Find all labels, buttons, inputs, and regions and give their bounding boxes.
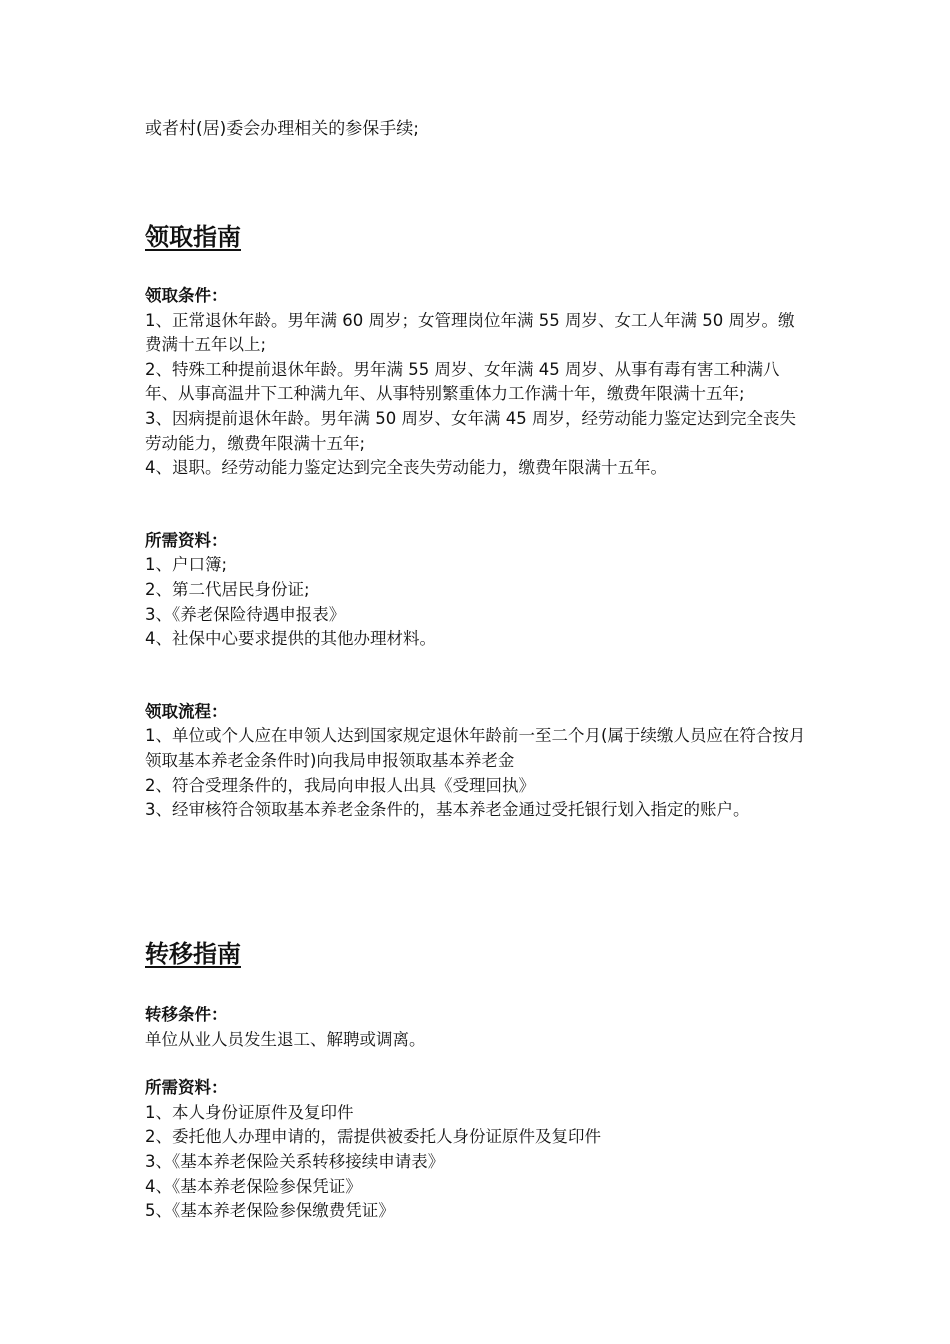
list-item: 5、《基本养老保险参保缴费凭证》 — [145, 1201, 395, 1221]
list-item: 3、经审核符合领取基本养老金条件的，基本养老金通过受托银行划入指定的账户。 — [145, 800, 750, 820]
list-item: 4、退职。经劳动能力鉴定达到完全丧失劳动能力，缴费年限满十五年。 — [145, 458, 667, 478]
section-transfer-guide — [145, 937, 810, 1224]
group-label: 领取流程： — [145, 701, 228, 721]
group-label: 所需资料： — [145, 530, 228, 550]
group-claim-conditions — [145, 284, 810, 481]
section-title: 领取指南 — [145, 223, 241, 251]
list-item: 1、正常退休年龄。男年满 60 周岁；女管理岗位年满 55 周岁、女工人年满 50 周岁。缴费满十五年以上; — [145, 310, 795, 355]
lead-text: 或者村(居)委会办理相关的参保手续; — [145, 119, 419, 139]
list-item: 4、《基本养老保险参保凭证》 — [145, 1176, 362, 1196]
list-item: 2、第二代居民身份证; — [145, 579, 310, 599]
group-required-documents — [145, 529, 810, 652]
list-item: 1、本人身份证原件及复印件 — [145, 1102, 354, 1122]
section-title: 转移指南 — [145, 940, 241, 968]
list-item: 单位从业人员发生退工、解聘或调离。 — [145, 1029, 426, 1049]
list-item: 2、符合受理条件的，我局向申报人出具《受理回执》 — [145, 775, 535, 795]
list-item: 3、《养老保险待遇申报表》 — [145, 604, 346, 624]
list-item: 1、户口簿; — [145, 555, 228, 575]
list-item: 2、委托他人办理申请的，需提供被委托人身份证原件及复印件 — [145, 1127, 601, 1147]
section-pension-claim-guide — [145, 220, 810, 823]
list-item: 4、社保中心要求提供的其他办理材料。 — [145, 629, 436, 649]
group-label: 所需资料： — [145, 1078, 228, 1098]
group-label: 转移条件： — [145, 1005, 228, 1024]
group-transfer-documents — [145, 1076, 810, 1224]
list-item: 2、特殊工种提前退休年龄。男年满 55 周岁、女年满 45 周岁、从事有毒有害工种满八年、从事高温井下工种满九年、从事特别繁重体力工作满十年，缴费年限满十五年; — [145, 359, 780, 404]
group-claim-process — [145, 700, 810, 823]
group-label: 领取条件： — [145, 286, 228, 305]
list-item: 3、因病提前退休年龄。男年满 50 周岁、女年满 45 周岁，经劳动能力鉴定达到完全丧失劳动能力，缴费年限满十五年; — [145, 408, 796, 453]
list-item: 1、单位或个人应在申领人达到国家规定退休年龄前一至二个月(属于续缴人员应在符合按月领取基本养老金条件时)向我局申报领取基本养老金 — [145, 726, 806, 770]
list-item: 3、《基本养老保险关系转移接续申请表》 — [145, 1151, 445, 1171]
group-transfer-conditions — [145, 1003, 810, 1052]
